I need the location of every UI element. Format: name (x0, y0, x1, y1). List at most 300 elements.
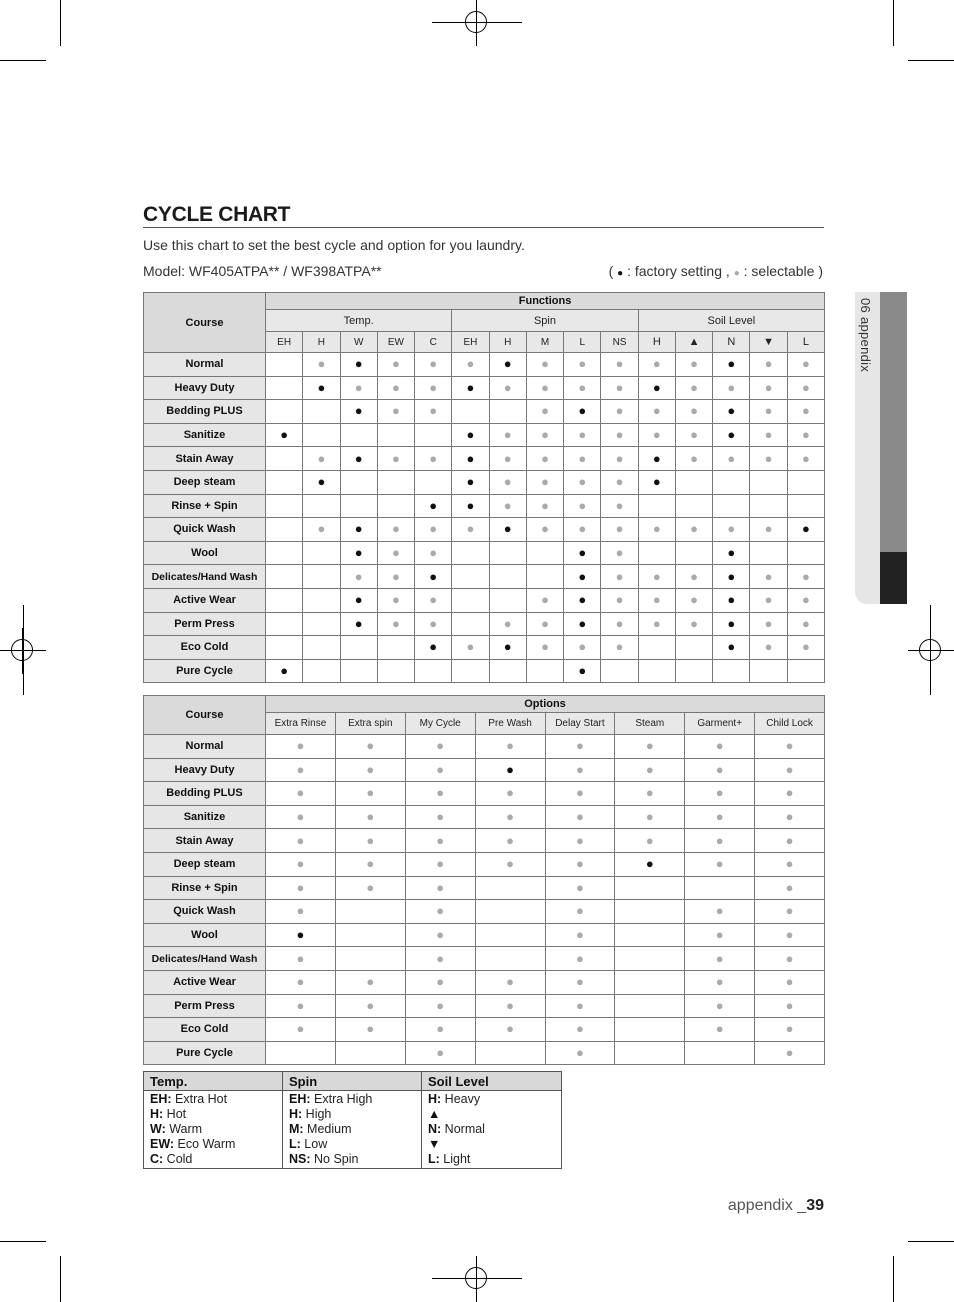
option-cell (755, 970, 825, 994)
option-cell (685, 970, 755, 994)
key-item (150, 1092, 276, 1107)
option-cell (615, 1018, 685, 1042)
option-cell (545, 876, 615, 900)
selectable-dot-icon: ● (296, 879, 305, 895)
selectable-dot-icon: ● (436, 761, 445, 777)
table-row (144, 423, 825, 447)
option-cell (545, 1018, 615, 1042)
function-cell (452, 470, 489, 494)
table-row (144, 588, 825, 612)
factory-setting-dot-icon: ● (503, 521, 512, 537)
selectable-dot-icon: ● (541, 403, 549, 419)
function-cell (377, 612, 414, 636)
selectable-dot-icon: ● (296, 1021, 305, 1037)
key-description: Hot (163, 1107, 187, 1121)
functions-column-c: C (415, 332, 452, 353)
selectable-dot-icon: ● (436, 809, 445, 825)
option-cell (335, 900, 405, 924)
function-cell (526, 659, 563, 683)
factory-setting-dot-icon: ● (727, 545, 736, 561)
function-cell (415, 612, 452, 636)
function-cell (303, 659, 340, 683)
selectable-dot-icon: ● (506, 738, 514, 754)
selectable-dot-icon: ● (652, 568, 661, 584)
key-item (428, 1107, 555, 1122)
functions-group-temp: Temp. (266, 310, 452, 332)
registration-mark (908, 628, 954, 674)
key-soil-header: Soil Level (422, 1072, 562, 1091)
option-cell (405, 805, 475, 829)
option-cell (266, 758, 336, 782)
course-name: Eco Cold (144, 1018, 266, 1042)
selectable-dot-icon: ● (541, 639, 549, 655)
course-name: Heavy Duty (144, 758, 266, 782)
selectable-dot-icon: ● (615, 592, 624, 608)
crop-mark (908, 1241, 954, 1242)
function-cell (601, 494, 638, 518)
selectable-dot-icon: ● (645, 738, 654, 754)
selectable-dot-icon: ● (506, 1021, 514, 1037)
function-cell (713, 636, 750, 660)
key-code: M: (289, 1122, 304, 1136)
selectable-dot-icon: ● (690, 356, 698, 372)
function-cell (713, 518, 750, 542)
function-cell (266, 659, 303, 683)
selectable-dot-icon: ● (392, 545, 400, 561)
selectable-dot-icon: ● (506, 785, 514, 801)
function-cell (303, 447, 340, 471)
selectable-dot-icon: ● (645, 832, 654, 848)
selectable-dot-icon: ● (429, 450, 438, 466)
option-cell (266, 1018, 336, 1042)
function-cell (750, 400, 787, 424)
function-cell (415, 518, 452, 542)
function-cell (303, 565, 340, 589)
selectable-dot-icon: ● (576, 997, 584, 1013)
key-code: W: (150, 1122, 166, 1136)
table-row (144, 970, 825, 994)
table-row (144, 994, 825, 1018)
selectable-dot-icon: ● (366, 997, 375, 1013)
function-cell (266, 588, 303, 612)
function-cell (601, 565, 638, 589)
options-column-pre-wash: Pre Wash (475, 713, 545, 735)
selectable-dot-icon: ● (503, 615, 512, 631)
functions-column-m: M (526, 332, 563, 353)
course-name: Eco Cold (144, 636, 266, 660)
function-cell (415, 565, 452, 589)
selectable-dot-icon: ● (578, 450, 587, 466)
selectable-dot-icon: ● (578, 356, 587, 372)
selectable-dot-icon: ● (715, 856, 724, 872)
function-cell (415, 659, 452, 683)
table-row (144, 876, 825, 900)
function-cell (713, 659, 750, 683)
factory-setting-dot-icon: ● (727, 592, 736, 608)
table-row (144, 494, 825, 518)
option-cell (755, 947, 825, 971)
function-cell (452, 636, 489, 660)
selectable-dot-icon: ● (576, 903, 584, 919)
course-name: Stain Away (144, 829, 266, 853)
key-description: Warm (165, 1122, 203, 1136)
page-number: 39 (806, 1197, 824, 1214)
options-column-garment: Garment+ (685, 713, 755, 735)
option-cell (475, 947, 545, 971)
key-item (289, 1122, 415, 1137)
function-cell (340, 588, 377, 612)
function-cell (266, 353, 303, 377)
factory-setting-dot-icon: ● (354, 521, 363, 537)
functions-group-soil-level: Soil Level (638, 310, 824, 332)
option-cell (266, 805, 336, 829)
factory-setting-dot-icon: ● (727, 403, 736, 419)
selectable-dot-icon: ● (615, 356, 624, 372)
selectable-dot-icon: ● (366, 832, 375, 848)
function-cell (638, 659, 675, 683)
function-cell (713, 612, 750, 636)
function-cell (377, 400, 414, 424)
option-cell (335, 947, 405, 971)
function-cell (340, 447, 377, 471)
selectable-dot-icon: ● (576, 1045, 584, 1061)
selectable-dot-icon: ● (392, 403, 400, 419)
factory-setting-dot-icon: ● (578, 663, 587, 679)
symbol-legend (609, 263, 823, 279)
function-cell (601, 518, 638, 542)
table-row (144, 758, 825, 782)
function-cell (713, 353, 750, 377)
options-table (143, 695, 825, 1065)
soil-up-icon: ▲ (428, 1107, 441, 1121)
function-cell (601, 541, 638, 565)
function-cell (303, 588, 340, 612)
function-cell (415, 588, 452, 612)
option-cell (266, 735, 336, 759)
function-cell (489, 612, 526, 636)
selectable-dot-icon: ● (615, 403, 624, 419)
option-cell (755, 994, 825, 1018)
option-cell (685, 947, 755, 971)
selectable-dot-icon: ● (541, 474, 549, 490)
option-cell (475, 735, 545, 759)
model-text: Model: WF405ATPA** / WF398ATPA** (143, 263, 382, 279)
function-cell (750, 659, 787, 683)
footer-label: appendix _ (727, 1197, 807, 1214)
selectable-dot-icon: ● (576, 950, 584, 966)
function-cell (638, 376, 675, 400)
option-cell (475, 970, 545, 994)
factory-setting-dot-icon: ● (652, 379, 661, 395)
function-cell (787, 423, 824, 447)
selectable-dot-icon: ● (576, 809, 584, 825)
selectable-dot-icon: ● (429, 592, 438, 608)
function-cell (340, 612, 377, 636)
selectable-dot-icon: ● (503, 474, 512, 490)
crop-mark (908, 60, 954, 61)
selectable-dot-icon: ● (436, 903, 445, 919)
factory-setting-dot-icon: ● (578, 545, 587, 561)
selectable-dot-icon: ● (801, 615, 810, 631)
selectable-dot-icon: ● (715, 950, 724, 966)
function-cell (638, 494, 675, 518)
option-cell (475, 923, 545, 947)
option-cell (545, 994, 615, 1018)
key-spin-header: Spin (283, 1072, 422, 1091)
function-cell (638, 423, 675, 447)
selectable-dot-icon: ● (690, 379, 698, 395)
factory-setting-dot-icon: ● (652, 474, 661, 490)
selectable-dot-icon: ● (615, 450, 624, 466)
function-cell (266, 400, 303, 424)
function-cell (489, 423, 526, 447)
selectable-dot-icon: ● (541, 592, 549, 608)
key-description: Eco Warm (174, 1137, 236, 1151)
selectable-dot-icon: ● (576, 1021, 584, 1037)
option-cell (685, 1018, 755, 1042)
selectable-dot-icon: ● (296, 950, 305, 966)
selectable-dot-icon: ● (690, 403, 698, 419)
function-cell (340, 494, 377, 518)
option-cell (755, 1018, 825, 1042)
option-cell (266, 852, 336, 876)
factory-setting-dot-icon: ● (727, 427, 736, 443)
crop-mark (0, 1241, 46, 1242)
table-row (144, 447, 825, 471)
factory-setting-dot-icon: ● (466, 450, 475, 466)
selectable-dot-icon: ● (764, 592, 773, 608)
option-cell (266, 829, 336, 853)
selectable-dot-icon: ● (541, 497, 549, 513)
factory-setting-dot-icon: ● (727, 356, 736, 372)
option-cell (615, 852, 685, 876)
selectable-dot-icon: ● (506, 997, 514, 1013)
option-cell (615, 923, 685, 947)
function-cell (601, 400, 638, 424)
selectable-dot-icon: ● (690, 450, 698, 466)
selectable-dot-icon: ● (785, 1045, 794, 1061)
option-cell (685, 923, 755, 947)
selectable-dot-icon: ● (764, 450, 773, 466)
function-cell (675, 494, 712, 518)
functions-group-spin: Spin (452, 310, 638, 332)
selectable-dot-icon: ● (715, 1021, 724, 1037)
function-cell (675, 518, 712, 542)
function-cell (713, 447, 750, 471)
section-tab-marker (880, 552, 907, 604)
key-code: EH: (150, 1092, 172, 1106)
selectable-dot-icon: ● (652, 356, 661, 372)
option-cell (755, 923, 825, 947)
function-cell (564, 565, 601, 589)
factory-setting-dot-icon: ● (578, 568, 587, 584)
function-cell (489, 541, 526, 565)
key-description: Normal (441, 1122, 485, 1136)
factory-setting-dot-icon: ● (354, 403, 363, 419)
function-cell (377, 636, 414, 660)
functions-column-h: H (638, 332, 675, 353)
selectable-dot-icon: ● (764, 379, 773, 395)
function-cell (340, 353, 377, 377)
function-cell (452, 612, 489, 636)
option-cell (405, 735, 475, 759)
function-cell (787, 588, 824, 612)
selectable-dot-icon: ● (578, 497, 587, 513)
function-cell (377, 494, 414, 518)
table-row (144, 782, 825, 806)
function-cell (340, 423, 377, 447)
key-description: Extra Hot (171, 1092, 228, 1106)
function-cell (750, 636, 787, 660)
function-cell (340, 659, 377, 683)
option-cell (755, 805, 825, 829)
key-item (150, 1152, 276, 1167)
factory-setting-dot-icon: ● (727, 568, 736, 584)
selectable-dot-icon: ● (436, 785, 445, 801)
selectable-dot-icon: ● (436, 832, 445, 848)
function-cell (638, 518, 675, 542)
table-row (144, 923, 825, 947)
function-cell (452, 353, 489, 377)
table-row (144, 518, 825, 542)
function-cell (750, 494, 787, 518)
key-code: L: (428, 1152, 440, 1166)
selectable-dot-icon: ● (615, 427, 624, 443)
selectable-dot-icon: ● (436, 879, 445, 895)
factory-setting-dot-icon: ● (354, 545, 363, 561)
function-cell (750, 423, 787, 447)
selectable-dot-icon: ● (615, 545, 624, 561)
table-row (144, 805, 825, 829)
selectable-dot-icon: ● (466, 521, 475, 537)
function-cell (489, 518, 526, 542)
function-cell (675, 400, 712, 424)
function-cell (266, 494, 303, 518)
function-cell (415, 494, 452, 518)
function-cell (750, 565, 787, 589)
selectable-dot-icon: ● (366, 879, 375, 895)
selectable-dot-icon: ● (429, 356, 438, 372)
selectable-dot-icon: ● (785, 903, 794, 919)
function-cell (303, 400, 340, 424)
functions-column-eh: EH (452, 332, 489, 353)
selectable-dot-icon: ● (785, 761, 794, 777)
selectable-dot-icon: ● (801, 592, 810, 608)
function-cell (452, 423, 489, 447)
selectable-dot-icon: ● (466, 356, 475, 372)
function-cell (750, 541, 787, 565)
course-name: Delicates/Hand Wash (144, 565, 266, 589)
function-cell (750, 470, 787, 494)
table-row (144, 659, 825, 683)
function-cell (787, 470, 824, 494)
functions-column-ns: NS (601, 332, 638, 353)
selectable-dot-icon: ● (354, 379, 363, 395)
option-cell (405, 923, 475, 947)
table-row (144, 565, 825, 589)
function-cell (526, 518, 563, 542)
function-cell (377, 659, 414, 683)
key-item (428, 1152, 555, 1167)
function-cell (750, 588, 787, 612)
option-cell (335, 970, 405, 994)
option-cell (266, 970, 336, 994)
crop-mark (0, 60, 46, 61)
selectable-dot-icon: ● (652, 403, 661, 419)
function-cell (750, 447, 787, 471)
option-cell (545, 852, 615, 876)
factory-setting-dot-icon: ● (429, 639, 438, 655)
key-item (150, 1122, 276, 1137)
function-cell (340, 541, 377, 565)
selectable-dot-icon: ● (785, 927, 794, 943)
selectable-dot-icon: ● (436, 950, 445, 966)
selectable-dot-icon: ● (541, 615, 549, 631)
function-cell (675, 612, 712, 636)
option-cell (475, 876, 545, 900)
table-row (144, 852, 825, 876)
table-row (144, 470, 825, 494)
option-cell (615, 1041, 685, 1065)
selectable-dot-icon: ● (366, 761, 375, 777)
function-cell (303, 518, 340, 542)
factory-setting-dot-icon: ● (280, 663, 289, 679)
key-code: NS: (289, 1152, 311, 1166)
course-name: Wool (144, 541, 266, 565)
selectable-dot-icon: ● (366, 809, 375, 825)
function-cell (713, 494, 750, 518)
key-code: H: (289, 1107, 303, 1121)
function-cell (452, 541, 489, 565)
selectable-dot-icon: ● (576, 832, 584, 848)
course-name: Pure Cycle (144, 659, 266, 683)
option-cell (405, 947, 475, 971)
function-cell (675, 588, 712, 612)
course-name: Rinse + Spin (144, 876, 266, 900)
selectable-dot-icon: ● (506, 809, 514, 825)
selectable-dot-icon: ● (715, 785, 724, 801)
selectable-dot-icon: ● (727, 521, 736, 537)
function-cell (415, 376, 452, 400)
functions-column-h: H (489, 332, 526, 353)
functions-column-l: L (787, 332, 824, 353)
table-row (144, 900, 825, 924)
selectable-dot-icon: ● (392, 592, 400, 608)
functions-column-ew: EW (377, 332, 414, 353)
course-name: Pure Cycle (144, 1041, 266, 1065)
selectable-dot-icon: ● (429, 521, 438, 537)
function-cell (713, 423, 750, 447)
key-description: Extra High (310, 1092, 373, 1106)
function-cell (564, 636, 601, 660)
selectable-dot-icon: ● (354, 568, 363, 584)
function-cell (601, 376, 638, 400)
factory-setting-dot-icon: ● (466, 474, 475, 490)
course-name: Bedding PLUS (144, 400, 266, 424)
selectable-dot-icon: ● (785, 950, 794, 966)
function-cell (266, 518, 303, 542)
factory-setting-dot-icon: ● (354, 356, 363, 372)
course-name: Delicates/Hand Wash (144, 947, 266, 971)
key-description: High (302, 1107, 332, 1121)
selectable-dot-icon: ● (436, 1021, 445, 1037)
key-item (150, 1107, 276, 1122)
function-cell (266, 423, 303, 447)
function-cell (489, 494, 526, 518)
function-cell (787, 494, 824, 518)
selectable-dot-icon: ● (392, 356, 400, 372)
key-code: L: (289, 1137, 301, 1151)
